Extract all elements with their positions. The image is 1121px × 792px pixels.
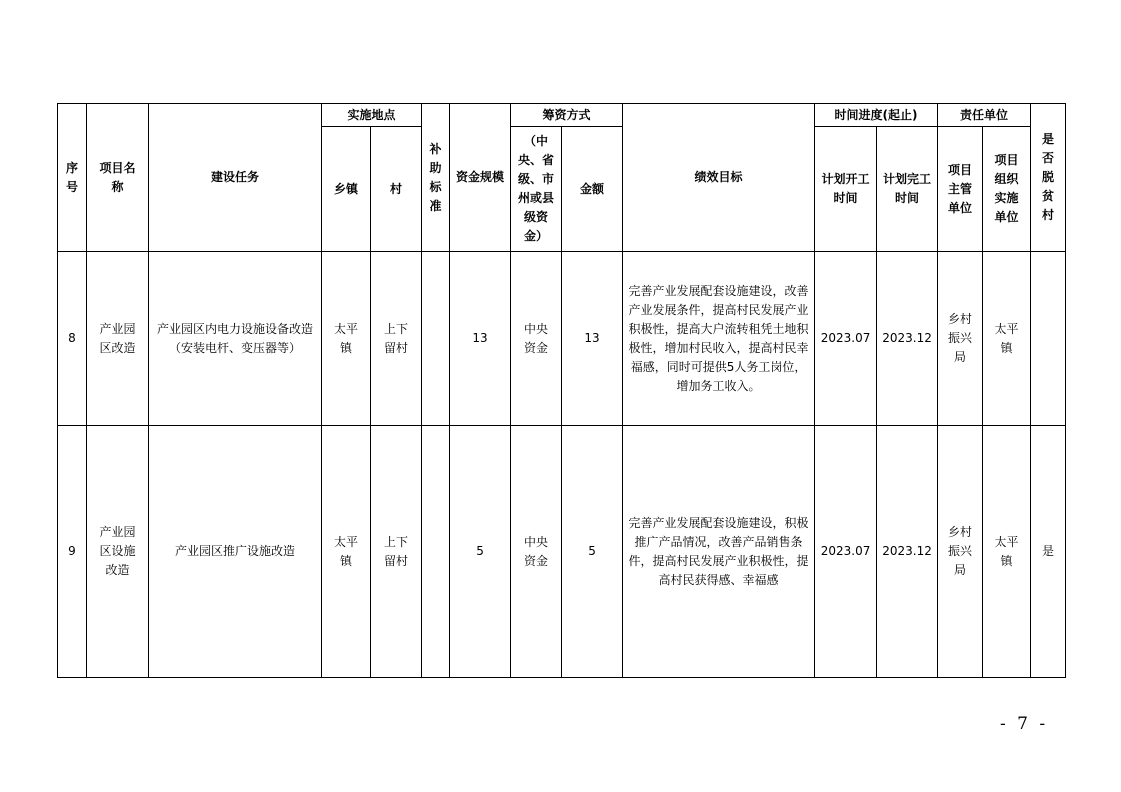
header-row-1 xyxy=(58,104,1066,127)
cell-poverty xyxy=(1031,252,1066,426)
cell-start: 2023.07 xyxy=(815,426,877,678)
header-name: 项目名称 xyxy=(87,104,149,252)
cell-goal: 完善产业发展配套设施建设，改善产业发展条件，提高村民发展产业积极性，提高大户流转租凭土地积极性，增加村民收入，提高村民幸福感，同时可提供5人务工岗位，增加务工收入。 xyxy=(623,252,815,426)
cell-end: 2023.12 xyxy=(877,252,938,426)
cell-town: 太平镇 xyxy=(322,252,371,426)
header-responsible: 责任单位 xyxy=(938,104,1031,127)
table-row xyxy=(58,252,1066,426)
cell-start: 2023.07 xyxy=(815,252,877,426)
header-source: （中央、省级、市州或县级资金） xyxy=(511,127,562,252)
header-end: 计划完工时间 xyxy=(877,127,938,252)
cell-authority: 乡村振兴局 xyxy=(938,252,983,426)
page-number: - 7 - xyxy=(1000,714,1049,734)
header-poverty: 是否脱贫村 xyxy=(1031,104,1066,252)
cell-organizer: 太平镇 xyxy=(983,426,1031,678)
header-funding: 筹资方式 xyxy=(511,104,623,127)
cell-amount: 13 xyxy=(562,252,623,426)
cell-scale: 5 xyxy=(450,426,511,678)
cell-authority: 乡村振兴局 xyxy=(938,426,983,678)
cell-name: 产业园区设施改造 xyxy=(87,426,149,678)
header-organizer: 项目组织实施单位 xyxy=(983,127,1031,252)
header-village: 村 xyxy=(371,127,422,252)
header-town: 乡镇 xyxy=(322,127,371,252)
cell-task: 产业园区推广设施改造 xyxy=(149,426,322,678)
cell-amount: 5 xyxy=(562,426,623,678)
header-subsidy: 补助标准 xyxy=(422,104,450,252)
header-goal: 绩效目标 xyxy=(623,104,815,252)
cell-seq: 8 xyxy=(58,252,87,426)
cell-subsidy xyxy=(422,252,450,426)
header-schedule: 时间进度(起止) xyxy=(815,104,938,127)
cell-source: 中央资金 xyxy=(511,252,562,426)
cell-village: 上下留村 xyxy=(371,252,422,426)
cell-subsidy xyxy=(422,426,450,678)
cell-scale: 13 xyxy=(450,252,511,426)
cell-poverty: 是 xyxy=(1031,426,1066,678)
header-seq: 序号 xyxy=(58,104,87,252)
header-scale: 资金规模 xyxy=(450,104,511,252)
cell-town: 太平镇 xyxy=(322,426,371,678)
cell-task: 产业园区内电力设施设备改造（安装电杆、变压器等） xyxy=(149,252,322,426)
header-task: 建设任务 xyxy=(149,104,322,252)
project-table xyxy=(57,103,1066,678)
cell-village: 上下留村 xyxy=(371,426,422,678)
header-start: 计划开工时间 xyxy=(815,127,877,252)
cell-name: 产业园区改造 xyxy=(87,252,149,426)
cell-source: 中央资金 xyxy=(511,426,562,678)
header-authority: 项目主管单位 xyxy=(938,127,983,252)
cell-organizer: 太平镇 xyxy=(983,252,1031,426)
header-location: 实施地点 xyxy=(322,104,422,127)
header-amount: 金额 xyxy=(562,127,623,252)
table-row xyxy=(58,426,1066,678)
cell-end: 2023.12 xyxy=(877,426,938,678)
cell-goal: 完善产业发展配套设施建设，积极推广产品情况，改善产品销售条件，提高村民发展产业积极性，提高村民获得感、幸福感 xyxy=(623,426,815,678)
cell-seq: 9 xyxy=(58,426,87,678)
